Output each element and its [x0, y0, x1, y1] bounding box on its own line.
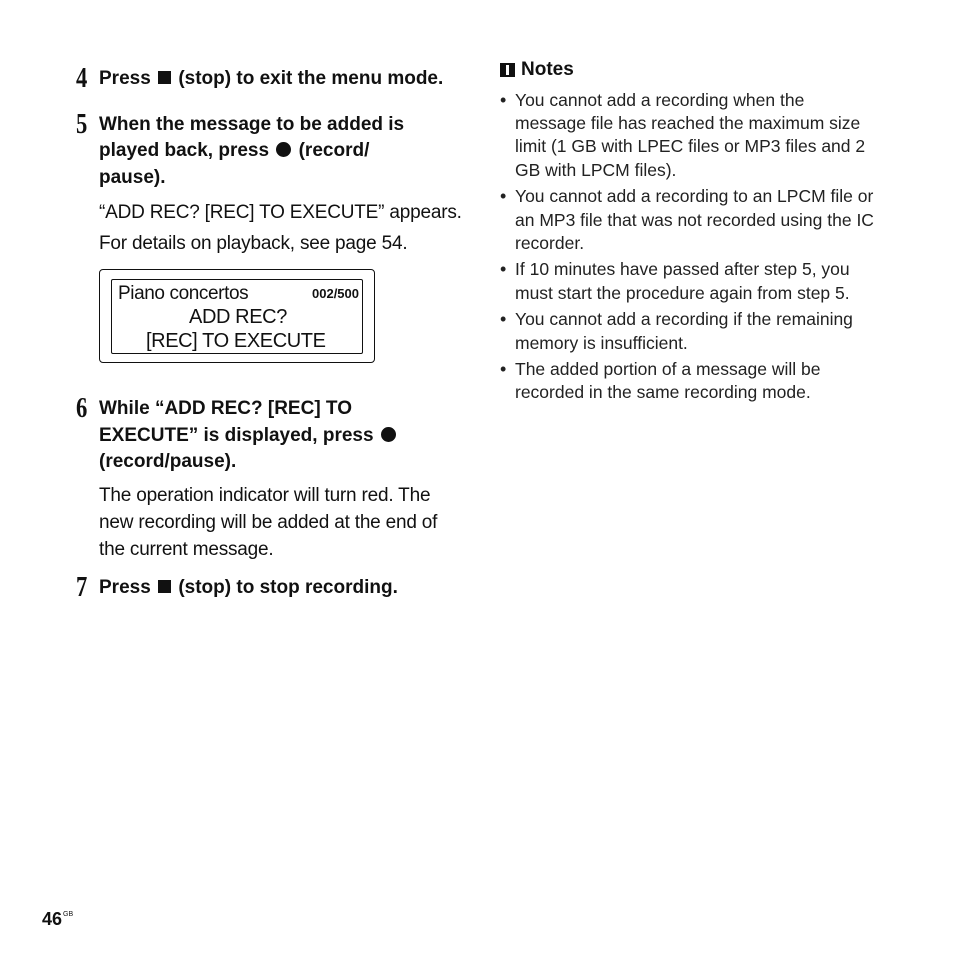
notes-heading: Notes	[500, 58, 880, 82]
step-number: 6	[76, 392, 88, 424]
step-6	[76, 392, 476, 563]
step-heading: Press (stop) to exit the menu mode.	[99, 68, 444, 89]
list-item: • If 10 minutes have passed after step 5, you must start the procedure again from step 5.	[500, 259, 850, 303]
stop-icon	[158, 580, 171, 593]
list-item: • You cannot add a recording to an LPCM file or an MP3 file that was not recorded using the IC recorder.	[500, 186, 874, 253]
step-4	[76, 62, 476, 94]
list-item: • The added portion of a message will be recorded in the same recording mode.	[500, 359, 821, 403]
step-body	[99, 199, 479, 257]
page-suffix: GB	[63, 911, 74, 918]
notes-column	[500, 58, 880, 408]
bullet-icon: •	[500, 359, 507, 380]
record-icon	[276, 142, 291, 157]
step-body-line: For details on playback, see page 54.	[99, 233, 408, 254]
bullet-icon: •	[500, 309, 507, 330]
display-title: Piano concertos	[118, 283, 249, 304]
note-icon	[500, 63, 515, 77]
step-5	[76, 107, 476, 364]
step-number: 4	[76, 62, 88, 94]
display-screen	[99, 269, 375, 363]
list-item: • You cannot add a recording when the message file has reached the maximum size limit (1 GB with LPEC files or MP3 files and 2 GB with LPCM files).	[500, 90, 866, 180]
bullet-icon: •	[500, 259, 507, 280]
list-item: • You cannot add a recording if the remaining memory is insufficient.	[500, 309, 853, 353]
display-line-3: [REC] TO EXECUTE	[146, 330, 326, 352]
notes-list	[500, 89, 880, 405]
step-body-line: “ADD REC? [REC] TO EXECUTE” appears.	[99, 202, 462, 223]
step-heading: Press (stop) to stop recording.	[99, 576, 398, 598]
step-body: The operation indicator will turn red. The new recording will be added at the end of the current message.	[99, 484, 438, 560]
display-inner-frame	[111, 279, 363, 354]
stop-icon	[158, 71, 171, 84]
step-7	[76, 570, 476, 603]
step-number: 7	[76, 570, 88, 603]
bullet-icon: •	[500, 90, 507, 110]
instructions-column	[76, 60, 476, 601]
step-heading: While “ADD REC? [REC] TO EXECUTE” is displayed, press (record/pause).	[99, 396, 399, 476]
bullet-icon: •	[500, 186, 507, 207]
display-line-2: ADD REC?	[189, 306, 287, 328]
step-heading: When the message to be added is played back, press (record/ pause).	[99, 113, 405, 188]
step-number: 5	[76, 107, 88, 140]
display-counter: 002/500	[312, 286, 359, 301]
page-number: $46^{GB}$	[42, 909, 74, 929]
record-icon	[381, 427, 396, 442]
